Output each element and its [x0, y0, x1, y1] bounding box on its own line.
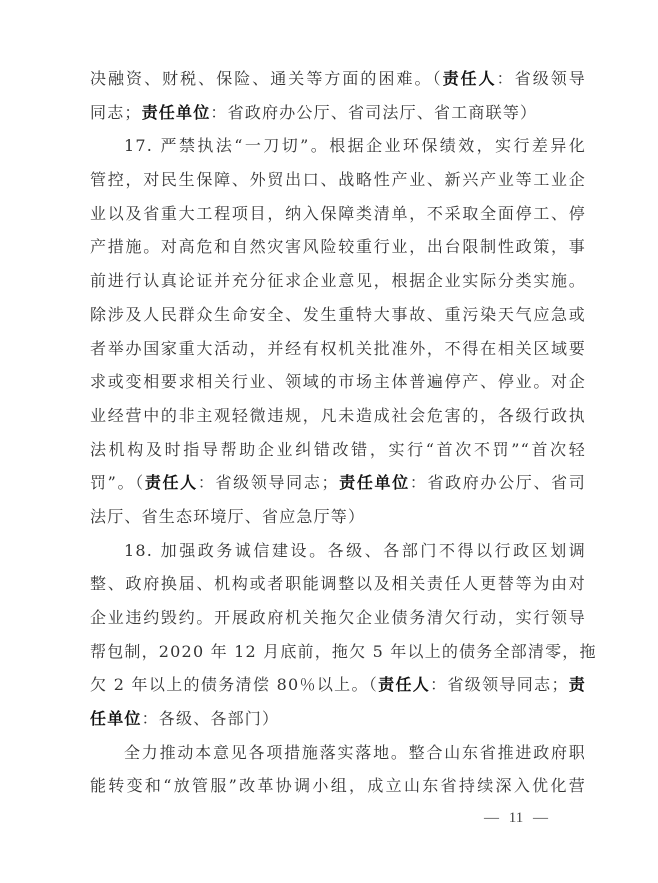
text-line	[90, 62, 586, 96]
text-segment: ：省政府办公厅、省司法厅、省工商联等）	[210, 102, 538, 122]
text-line	[90, 399, 586, 433]
text-segment: 全力推动本意见各项措施落实落地。整合山东省推进政府职	[124, 742, 586, 762]
text-segment: ：省政府办公厅、省司	[409, 473, 586, 493]
text-segment: 罚”。（	[90, 473, 145, 493]
bold-label: 责任人	[442, 69, 497, 88]
text-segment: 除涉及人民群众生命安全、发生重特大事故、重污染天气应急或	[90, 304, 586, 324]
bold-label: 责任单位	[338, 473, 410, 493]
bold-label: 责任人	[144, 473, 198, 493]
text-line	[90, 298, 586, 332]
text-line	[90, 129, 586, 163]
text-line	[90, 230, 586, 264]
text-segment: 决融资、财税、保险、通关等方面的困难。（	[90, 69, 443, 88]
text-segment: 业经营中的非主观轻微违规，凡未造成社会危害的，各级行政执	[90, 405, 586, 425]
text-line	[90, 769, 586, 803]
text-segment: 帮包制，2020 年 12 月底前，拖欠 5 年以上的债务全部清零，拖	[90, 641, 597, 661]
text-line	[90, 197, 586, 231]
text-line	[90, 500, 586, 534]
bold-label: 责	[568, 675, 586, 695]
text-segment: 欠 2 年以上的债务清偿 80％以上。（	[90, 675, 379, 695]
text-segment: ：省级领导	[496, 69, 586, 88]
text-segment: 同志；	[90, 102, 142, 122]
text-line	[90, 466, 586, 500]
page-number: — 11 —	[484, 810, 548, 826]
text-segment: 法机构及时指导帮助企业纠错改错，实行“首次不罚”“首次轻	[90, 439, 586, 459]
text-line	[90, 264, 586, 298]
text-segment: ：各级、各部门）	[141, 709, 280, 729]
text-segment: 前进行认真论证并充分征求企业意见，根据企业实际分类实施。	[90, 271, 586, 291]
text-segment: 求或变相要求相关行业、领域的市场主体普遍停产、停业。对企	[90, 372, 586, 392]
text-segment: 18. 加强政务诚信建设。各级、各部门不得以行政区划调	[124, 540, 586, 560]
text-segment: 17. 严禁执法“一刀切”。根据企业环保绩效，实行差异化	[124, 136, 586, 156]
text-segment: 者举办国家重大活动，并经有权机关批准外，不得在相关区域要	[90, 338, 586, 358]
text-line	[90, 332, 586, 366]
bold-label: 责任人	[378, 675, 431, 695]
text-line	[90, 433, 586, 467]
text-line	[90, 635, 597, 669]
text-line	[90, 668, 586, 702]
text-segment: 整、政府换届、机构或者职能调整以及相关责任人更替等为由对	[90, 574, 586, 594]
text-segment: 业以及省重大工程项目，纳入保障类清单，不采取全面停工、停	[90, 203, 586, 223]
text-segment: 企业违约毁约。开展政府机关拖欠企业债务清欠行动，实行领导	[90, 608, 586, 627]
text-line	[90, 534, 586, 568]
text-line	[90, 567, 586, 601]
text-line	[90, 96, 586, 130]
text-segment: 法厅、省生态环境厅、省应急厅等）	[90, 506, 366, 526]
bold-label: 责任单位	[141, 102, 211, 122]
text-segment: ：省级领导同志；	[430, 675, 569, 695]
text-line	[90, 601, 586, 635]
text-line	[90, 702, 586, 736]
text-line	[90, 365, 586, 399]
text-segment: 产措施。对高危和自然灾害风险较重行业，出台限制性政策，事	[90, 237, 586, 257]
text-segment: 管控，对民生保障、外贸出口、战略性产业、新兴产业等工业企	[90, 170, 586, 190]
document-body	[90, 62, 597, 803]
text-segment: 能转变和“放管服”改革协调小组，成立山东省持续深入优化营	[90, 776, 586, 796]
text-segment: ：省级领导同志；	[197, 473, 339, 493]
bold-label: 任单位	[90, 709, 142, 729]
text-line	[90, 736, 586, 770]
text-line	[90, 163, 586, 197]
